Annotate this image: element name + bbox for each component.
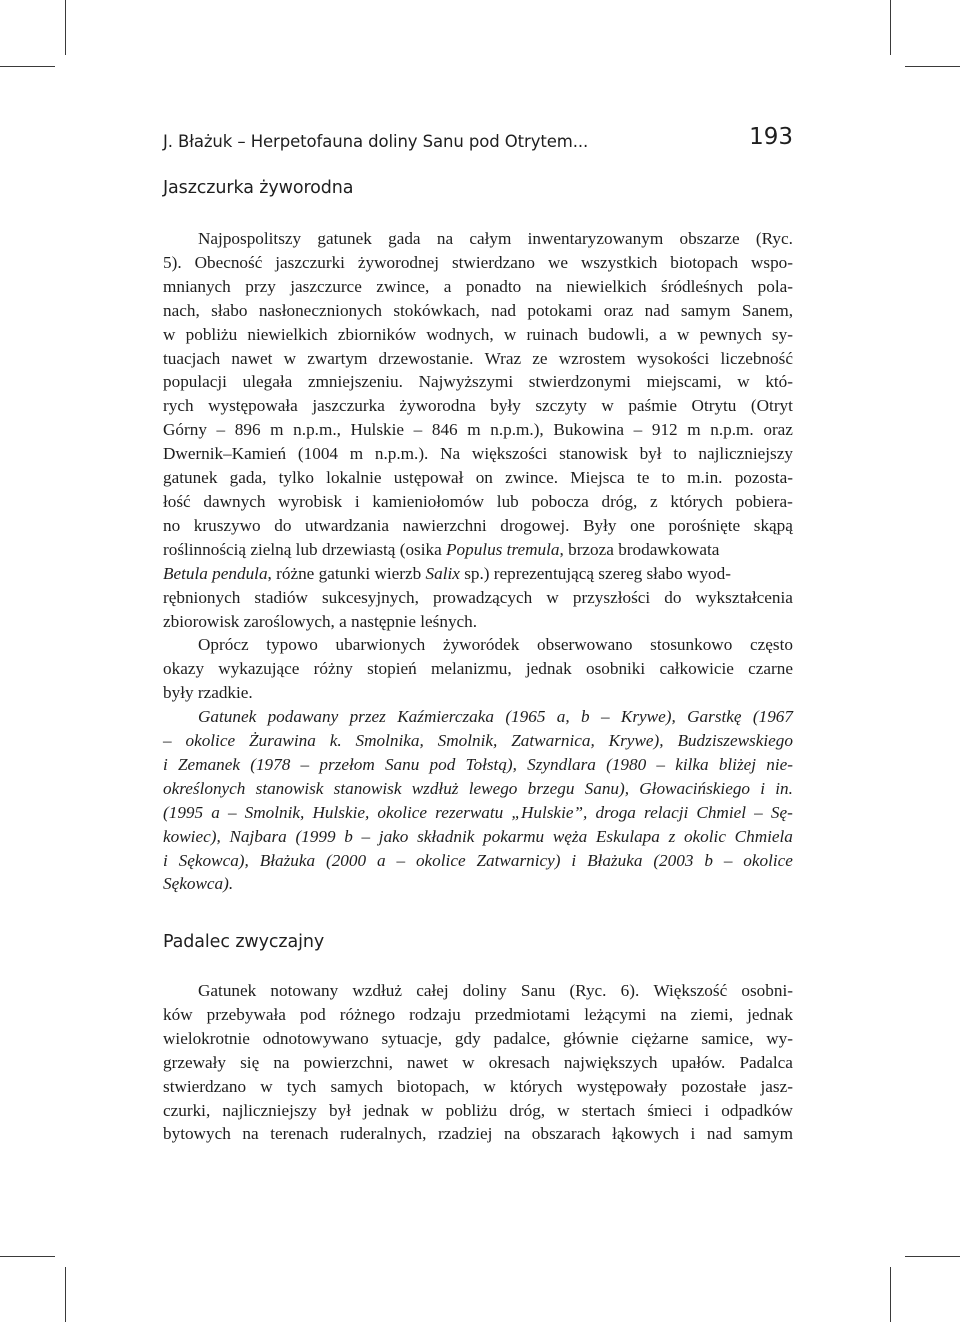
- crop-mark-top-right-horizontal: [905, 66, 960, 67]
- text-line: Gatunek notowany wzdłuż całej doliny Sanu (Ryc. 6). Większość osobni-: [198, 981, 793, 1000]
- text-line: kowiec), Najbara (1999 b – jako składnik pokarmu węża Eskulapa z okolic Chmiela: [163, 826, 793, 846]
- text-line: – okolice Żurawina k. Smolnika, Smolnik, Zatwarnica, Krywe), Budziszewskiego: [163, 731, 793, 751]
- section-heading-jaszczurka: Jaszczurka żyworodna: [163, 178, 354, 198]
- text-line: w pobliżu niewielkich zbiorników wodnych, w ruinach budowli, a w pewnych sy-: [163, 324, 793, 344]
- text-line: rębnionych stadiów sukcesyjnych, prowadzących w przyszłości do wykształcenia: [163, 587, 793, 607]
- paragraph-2: [163, 633, 793, 705]
- text-line: ków przebywała pod różnego rodzaju przedmiotami leżącymi na ziemi, jednak: [163, 1004, 793, 1024]
- crop-mark-bottom-right-horizontal: [905, 1256, 960, 1257]
- text-line: Najpospolitszy gatunek gada na całym inwentaryzowanym obszarze (Ryc.: [198, 229, 793, 248]
- text-line: Górny – 896 m n.p.m., Hulskie – 846 m n.p.m.), Bukowina – 912 m n.p.m. oraz: [163, 420, 793, 440]
- text-line: Oprócz typowo ubarwionych żyworódek obserwowano stosunkowo często: [198, 635, 793, 655]
- crop-mark-bottom-right: [890, 1267, 891, 1322]
- crop-mark-bottom-left: [65, 1267, 66, 1322]
- text-line: łość dawnych wyrobisk i kamieniołomów lub pobocza dróg, z których pobiera-: [163, 491, 793, 511]
- text-line: no kruszywo do utwardzania nawierzchni drogowej. Były one porośnięte skąpą: [163, 515, 793, 535]
- text-line: mnianych przy jaszczurce zwince, a ponadto na niewielkich śródleśnych pola-: [163, 276, 793, 296]
- text-line: nach, słabo nasłonecznionych stokówkach, nad potokami oraz nad samym Sanem,: [163, 300, 793, 320]
- paragraph-3-literature: [163, 705, 793, 896]
- text-line: i Sękowca), Błażuka (2000 a – okolice Zatwarnicy) i Błażuka (2003 b – okolice: [163, 850, 793, 870]
- crop-mark-top-right: [890, 0, 891, 55]
- text-line: 5). Obecność jaszczurki żyworodnej stwierdzano we wszystkich biotopach wspo-: [163, 252, 793, 272]
- text-line: były rzadkie.: [163, 683, 253, 703]
- text-line: roślinnością zielną lub drzewiastą (osika Populus tremula, brzoza brodawkowata: [163, 539, 720, 559]
- running-head: [163, 124, 793, 160]
- text-line: Betula pendula, różne gatunki wierzb Salix sp.) reprezentującą szereg słabo wyod-: [163, 563, 731, 583]
- paragraph-1: [163, 979, 793, 1146]
- text-line: Gatunek podawany przez Kaźmierczaka (1965 a, b – Krywe), Garstkę (1967: [198, 707, 793, 727]
- text-line: stwierdzano w tych samych biotopach, w których występowały pozostałe jasz-: [163, 1076, 793, 1096]
- text-line: Sękowca).: [163, 874, 234, 894]
- text-line: okazy wykazujące różny stopień melanizmu, jednak osobniki całkowicie czarne: [163, 659, 793, 679]
- text-line: gatunek gada, tylko lokalnie ustępował on zwince. Miejsca te to m.in. pozosta-: [163, 468, 793, 488]
- running-title: J. Błażuk – Herpetofauna doliny Sanu pod Otrytem...: [163, 132, 589, 151]
- text-line: grzewały się na powierzchni, nawet w okresach największych upałów. Padalca: [163, 1052, 793, 1072]
- text-line: określonych stanowisk stanowisk wzdłuż lewego brzegu Sanu), Głowacińskiego i in.: [163, 778, 793, 798]
- text-line: Dwernik–Kamień (1004 m n.p.m.). Na większości stanowisk był to najliczniejszy: [163, 444, 793, 464]
- text-line: rych występowała jaszczurka żyworodna były szczyty w paśmie Otrytu (Otryt: [163, 396, 793, 416]
- text-line: czurki, najliczniejszy był jednak w pobliżu dróg, w stertach śmieci i odpadków: [163, 1100, 793, 1120]
- text-line: (1995 a – Smolnik, Hulskie, okolice rezerwatu „Hulskie”, droga relacji Chmiel – Sę-: [163, 802, 793, 822]
- text-line: zbiorowisk zaroślowych, a następnie leśnych.: [163, 611, 478, 631]
- section-body-jaszczurka: [163, 227, 793, 896]
- paragraph-1: [163, 227, 793, 633]
- crop-mark-top-left-horizontal: [0, 66, 55, 67]
- crop-mark-top-left: [65, 0, 66, 55]
- section-body-padalec: [163, 979, 793, 1146]
- text-line: i Zemanek (1978 – przełom Sanu pod Tołstą), Szyndlara (1980 – kilka bliżej nie-: [163, 754, 793, 774]
- text-line: wielokrotnie odnotowywano sytuacje, gdy padalce, głównie ciężarne samice, wy-: [163, 1028, 793, 1048]
- page-number: 193: [749, 124, 793, 150]
- text-line: populacji ulegała zmniejszeniu. Najwyższymi stwierdzonymi miejscami, w któ-: [163, 372, 793, 392]
- text-line: tuacjach nawet w zwartym drzewostanie. Wraz ze wzrostem wysokości liczebność: [163, 348, 793, 368]
- section-heading-padalec: Padalec zwyczajny: [163, 932, 325, 952]
- text-line: bytowych na terenach ruderalnych, rzadziej na obszarach łąkowych i nad samym: [163, 1124, 793, 1144]
- crop-mark-bottom-left-horizontal: [0, 1256, 55, 1257]
